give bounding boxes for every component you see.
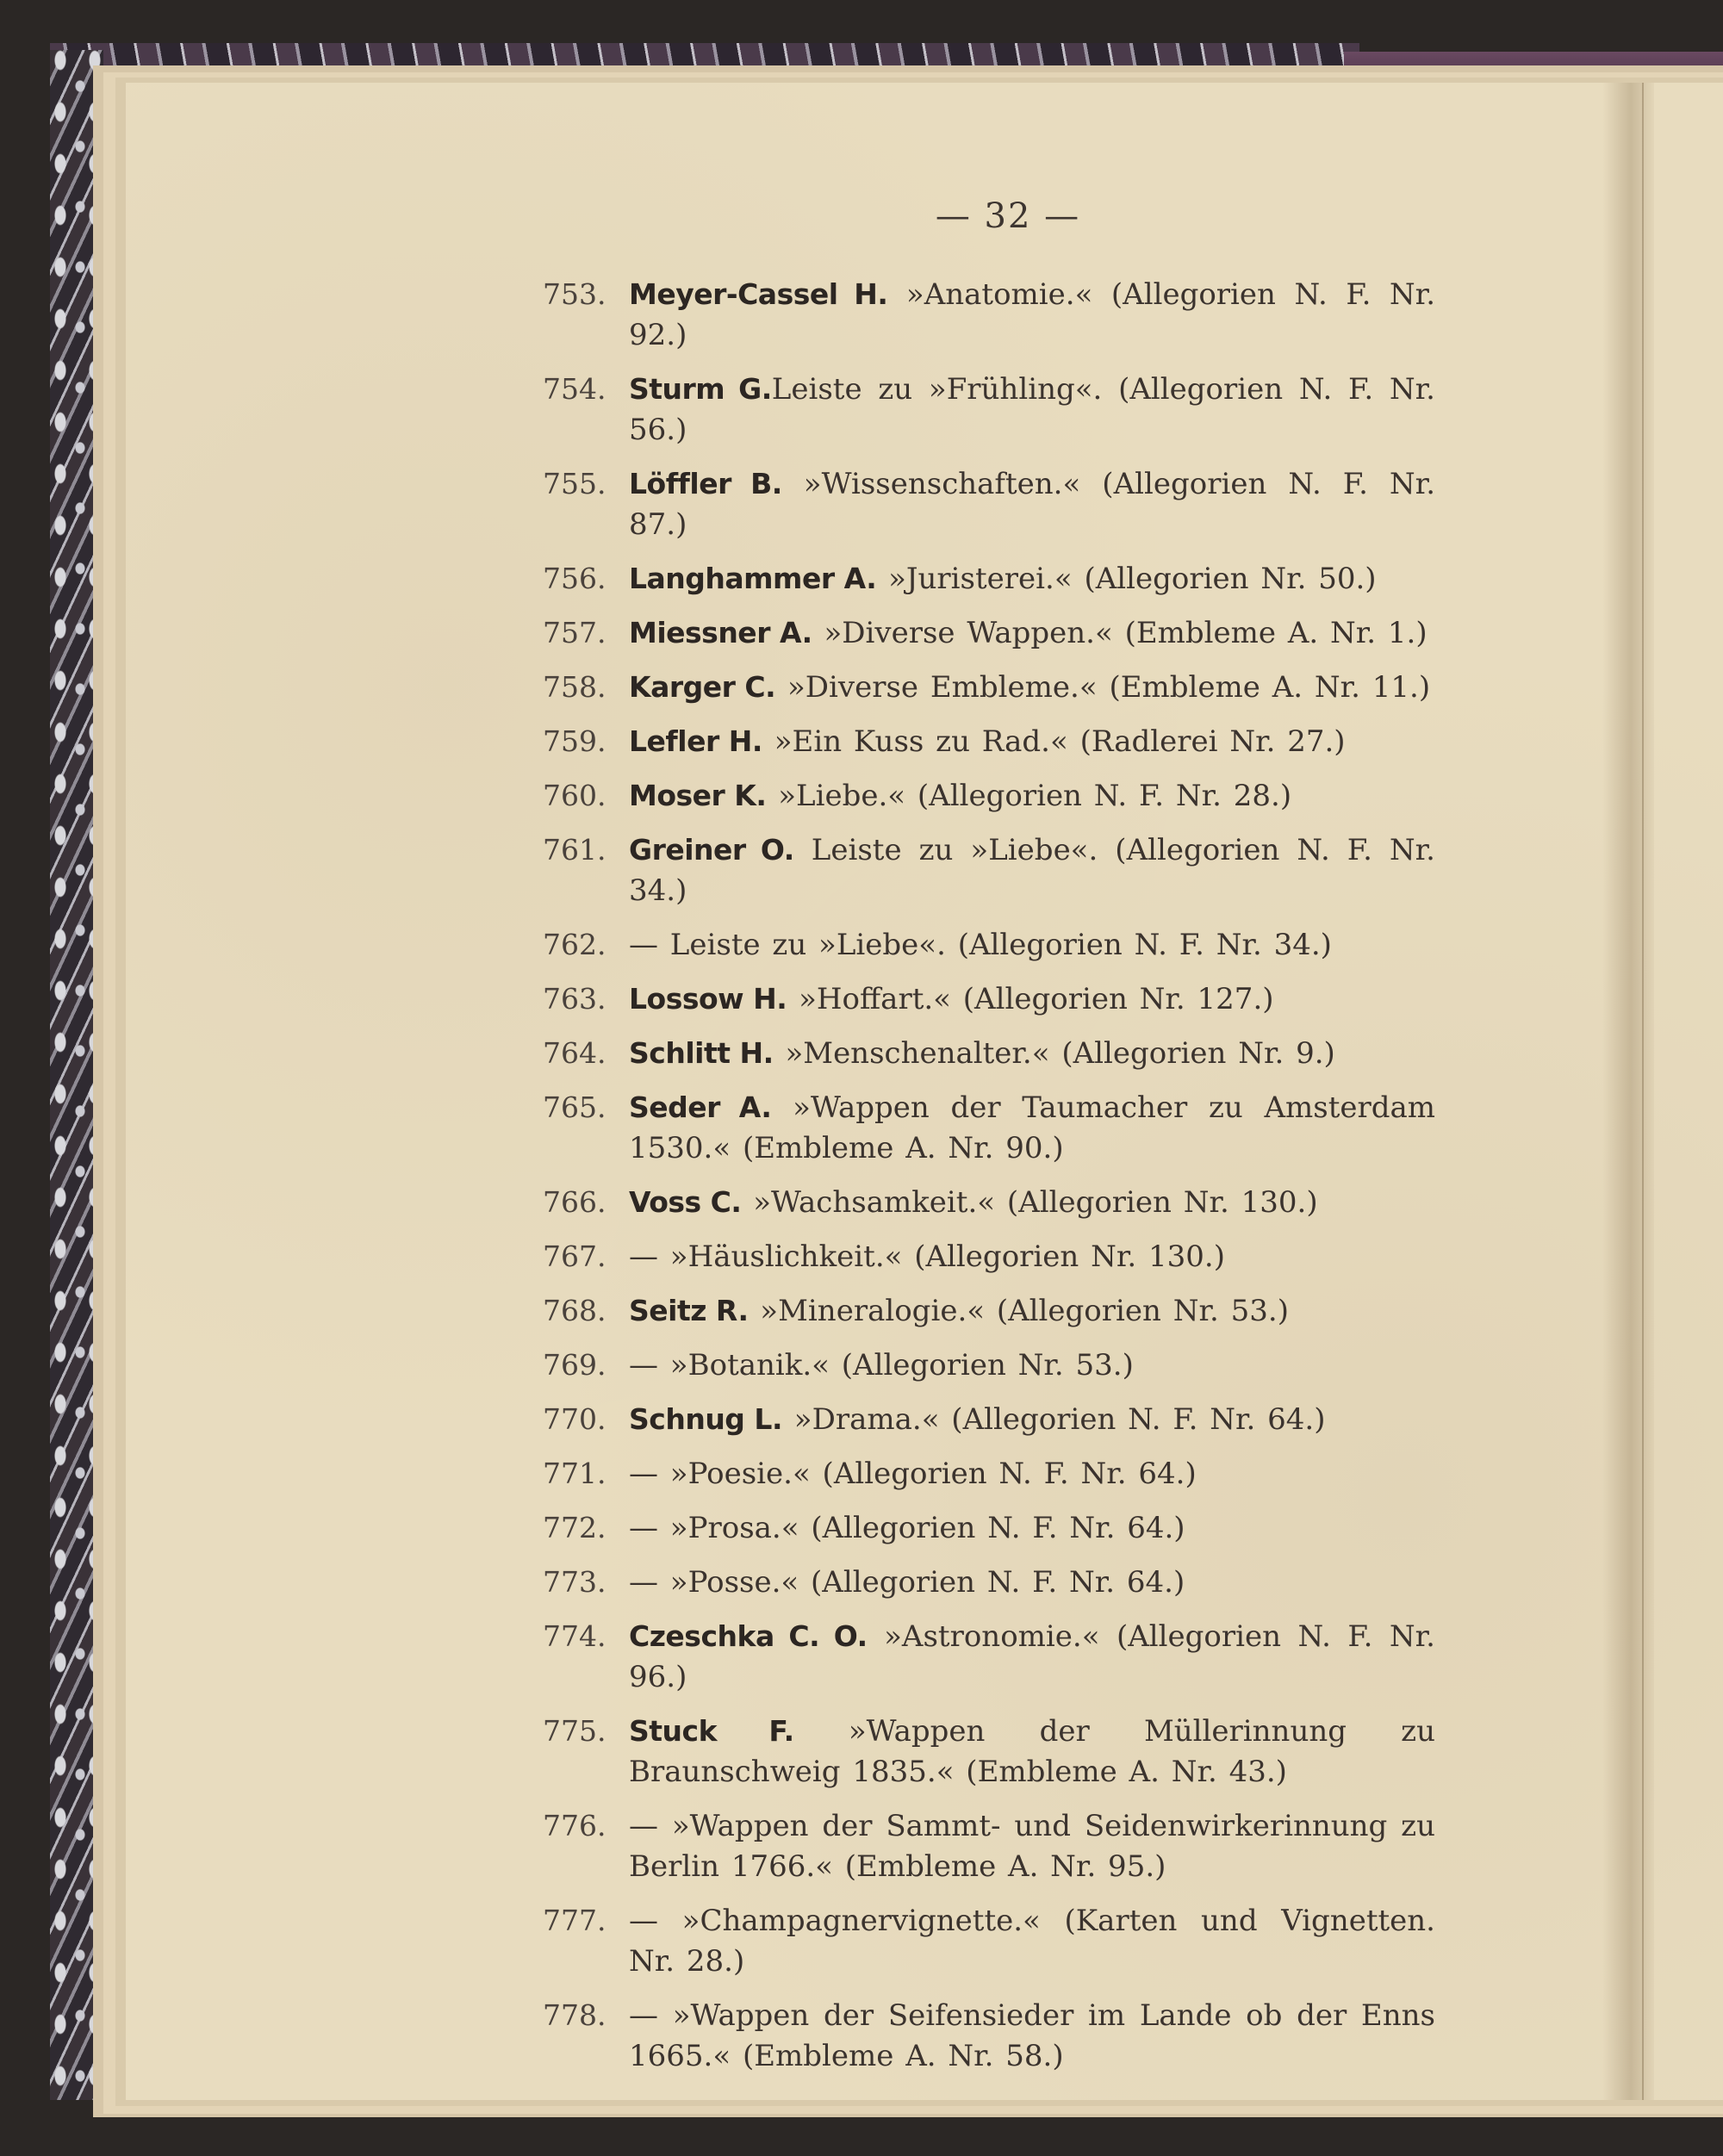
page-number: — 32 —	[935, 196, 1081, 236]
entry-number: 765.	[543, 1090, 606, 1124]
entry-number: 761.	[543, 833, 606, 867]
entry-number: 755.	[543, 467, 606, 500]
artist-name: Seitz R.	[629, 1294, 749, 1327]
entry-number: 777.	[543, 1904, 606, 1937]
artist-name: Moser K.	[629, 779, 767, 812]
entry-number: 758.	[543, 670, 606, 704]
artist-name: Schlitt H.	[629, 1036, 774, 1070]
entry-description: — Leiste zu »Liebe«. (Allegorien N. F. Nr. 34.)	[629, 928, 1332, 962]
entry-number: 764.	[543, 1036, 606, 1070]
catalog-entry	[543, 1711, 1435, 1793]
catalog-entry	[543, 1562, 1435, 1603]
gutter-line	[1642, 83, 1644, 2100]
entry-number: 757.	[543, 616, 606, 649]
entry-description: — »Posse.« (Allegorien N. F. Nr. 64.)	[629, 1565, 1185, 1600]
artist-name: Miessner A.	[629, 616, 812, 649]
entry-description: »Wappen der Müllerinnung zu Braunschweig 1835.« (Embleme A. Nr. 43.)	[629, 1714, 1435, 1789]
entry-description: »Wachsamkeit.« (Allegorien Nr. 130.)	[741, 1185, 1318, 1220]
catalog-entry	[543, 1995, 1435, 2077]
catalog-entry	[543, 775, 1435, 817]
entry-description: — »Botanik.« (Allegorien Nr. 53.)	[629, 1348, 1134, 1382]
entry-description: »Menschenalter.« (Allegorien Nr. 9.)	[773, 1036, 1335, 1071]
entry-number: 778.	[543, 1998, 606, 2032]
entry-number: 775.	[543, 1714, 606, 1748]
catalog-entry	[543, 369, 1435, 450]
catalog-entry	[543, 274, 1435, 356]
entry-number: 760.	[543, 779, 606, 812]
catalog-entry	[543, 1087, 1435, 1169]
artist-name: Meyer-Cassel H.	[629, 277, 888, 311]
catalog-entry	[543, 1345, 1435, 1386]
catalog-entry	[543, 1900, 1435, 1982]
entry-description: »Juristerei.« (Allegorien Nr. 50.)	[876, 562, 1377, 596]
catalog-entry	[543, 1399, 1435, 1440]
entry-description: »Diverse Wappen.« (Embleme A. Nr. 1.)	[812, 616, 1428, 650]
entry-number: 763.	[543, 982, 606, 1016]
catalog-entry	[543, 558, 1435, 600]
catalog-entry	[543, 1236, 1435, 1277]
entry-number: 773.	[543, 1565, 606, 1599]
artist-name: Lossow H.	[629, 982, 787, 1016]
artist-name: Czeschka C. O.	[629, 1619, 868, 1653]
entry-description: — »Prosa.« (Allegorien N. F. Nr. 64.)	[629, 1511, 1185, 1545]
artist-name: Greiner O.	[629, 833, 794, 867]
entry-number: 767.	[543, 1240, 606, 1273]
entry-number: 774.	[543, 1619, 606, 1653]
entry-description: »Wappen der Taumacher zu Amsterdam 1530.« (Embleme A. Nr. 90.)	[629, 1090, 1436, 1165]
artist-name: Lefler H.	[629, 724, 762, 758]
entry-description: Leiste zu »Liebe«. (Allegorien N. F. Nr. 34.)	[629, 833, 1435, 908]
entry-description: »Ein Kuss zu Rad.« (Radlerei Nr. 27.)	[762, 724, 1346, 759]
catalog-entries	[543, 274, 1435, 2090]
entry-description: »Drama.« (Allegorien N. F. Nr. 64.)	[781, 1402, 1326, 1437]
artist-name: Langhammer A.	[629, 562, 877, 595]
catalog-entry	[543, 1033, 1435, 1074]
entry-description: »Wissenschaften.« (Allegorien N. F. Nr. 87.)	[629, 467, 1436, 542]
entry-description: »Anatomie.« (Allegorien N. F. Nr. 92.)	[629, 277, 1435, 352]
entry-number: 771.	[543, 1457, 606, 1490]
entry-number: 762.	[543, 928, 606, 961]
artist-name: Schnug L.	[629, 1402, 782, 1436]
entry-number: 770.	[543, 1402, 606, 1436]
catalog-entry	[543, 1805, 1435, 1887]
artist-name: Stuck F.	[629, 1714, 794, 1748]
catalog-entry	[543, 463, 1435, 545]
catalog-entry	[543, 721, 1435, 762]
entry-description: »Mineralogie.« (Allegorien Nr. 53.)	[748, 1294, 1289, 1328]
catalog-entry	[543, 829, 1435, 911]
entry-description: »Liebe.« (Allegorien N. F. Nr. 28.)	[766, 779, 1292, 813]
entry-description: »Diverse Embleme.« (Embleme A. Nr. 11.)	[775, 670, 1431, 705]
entry-number: 776.	[543, 1809, 606, 1842]
entry-number: 756.	[543, 562, 606, 595]
catalog-entry	[543, 979, 1435, 1020]
artist-name: Sturm G.	[629, 372, 772, 406]
entry-description: — »Wappen der Sammt- und Seidenwirkerinnung zu Berlin 1766.« (Embleme A. Nr. 95.)	[629, 1809, 1435, 1884]
gutter-shadow	[1602, 83, 1654, 2100]
catalog-entry	[543, 1453, 1435, 1494]
entry-description: »Astronomie.« (Allegorien N. F. Nr. 96.)	[629, 1619, 1435, 1694]
entry-number: 769.	[543, 1348, 606, 1382]
entry-description: — »Wappen der Seifensieder im Lande ob der Enns 1665.« (Embleme A. Nr. 58.)	[629, 1998, 1435, 2073]
catalog-entry	[543, 612, 1435, 654]
catalog-entry	[543, 1182, 1435, 1223]
artist-name: Voss C.	[629, 1185, 742, 1219]
catalog-entry	[543, 924, 1435, 966]
entry-description: »Hoffart.« (Allegorien Nr. 127.)	[787, 982, 1274, 1016]
entry-description: Leiste zu »Frühling«. (Allegorien N. F. Nr. 56.)	[629, 372, 1435, 447]
entry-number: 766.	[543, 1185, 606, 1219]
entry-description: — »Poesie.« (Allegorien N. F. Nr. 64.)	[629, 1457, 1197, 1491]
catalog-entry	[543, 1507, 1435, 1549]
catalog-entry	[543, 1290, 1435, 1332]
entry-number: 753.	[543, 277, 606, 311]
entry-number: 759.	[543, 724, 606, 758]
artist-name: Seder A.	[629, 1090, 772, 1124]
catalog-entry	[543, 667, 1435, 708]
entry-description: — »Champagnervignette.« (Karten und Vignetten. Nr. 28.)	[629, 1904, 1435, 1979]
entry-description: — »Häuslichkeit.« (Allegorien Nr. 130.)	[629, 1240, 1225, 1274]
entry-number: 772.	[543, 1511, 606, 1544]
entry-number: 754.	[543, 372, 606, 406]
artist-name: Löffler B.	[629, 467, 782, 500]
artist-name: Karger C.	[629, 670, 776, 704]
catalog-entry	[543, 1616, 1435, 1698]
entry-number: 768.	[543, 1294, 606, 1327]
